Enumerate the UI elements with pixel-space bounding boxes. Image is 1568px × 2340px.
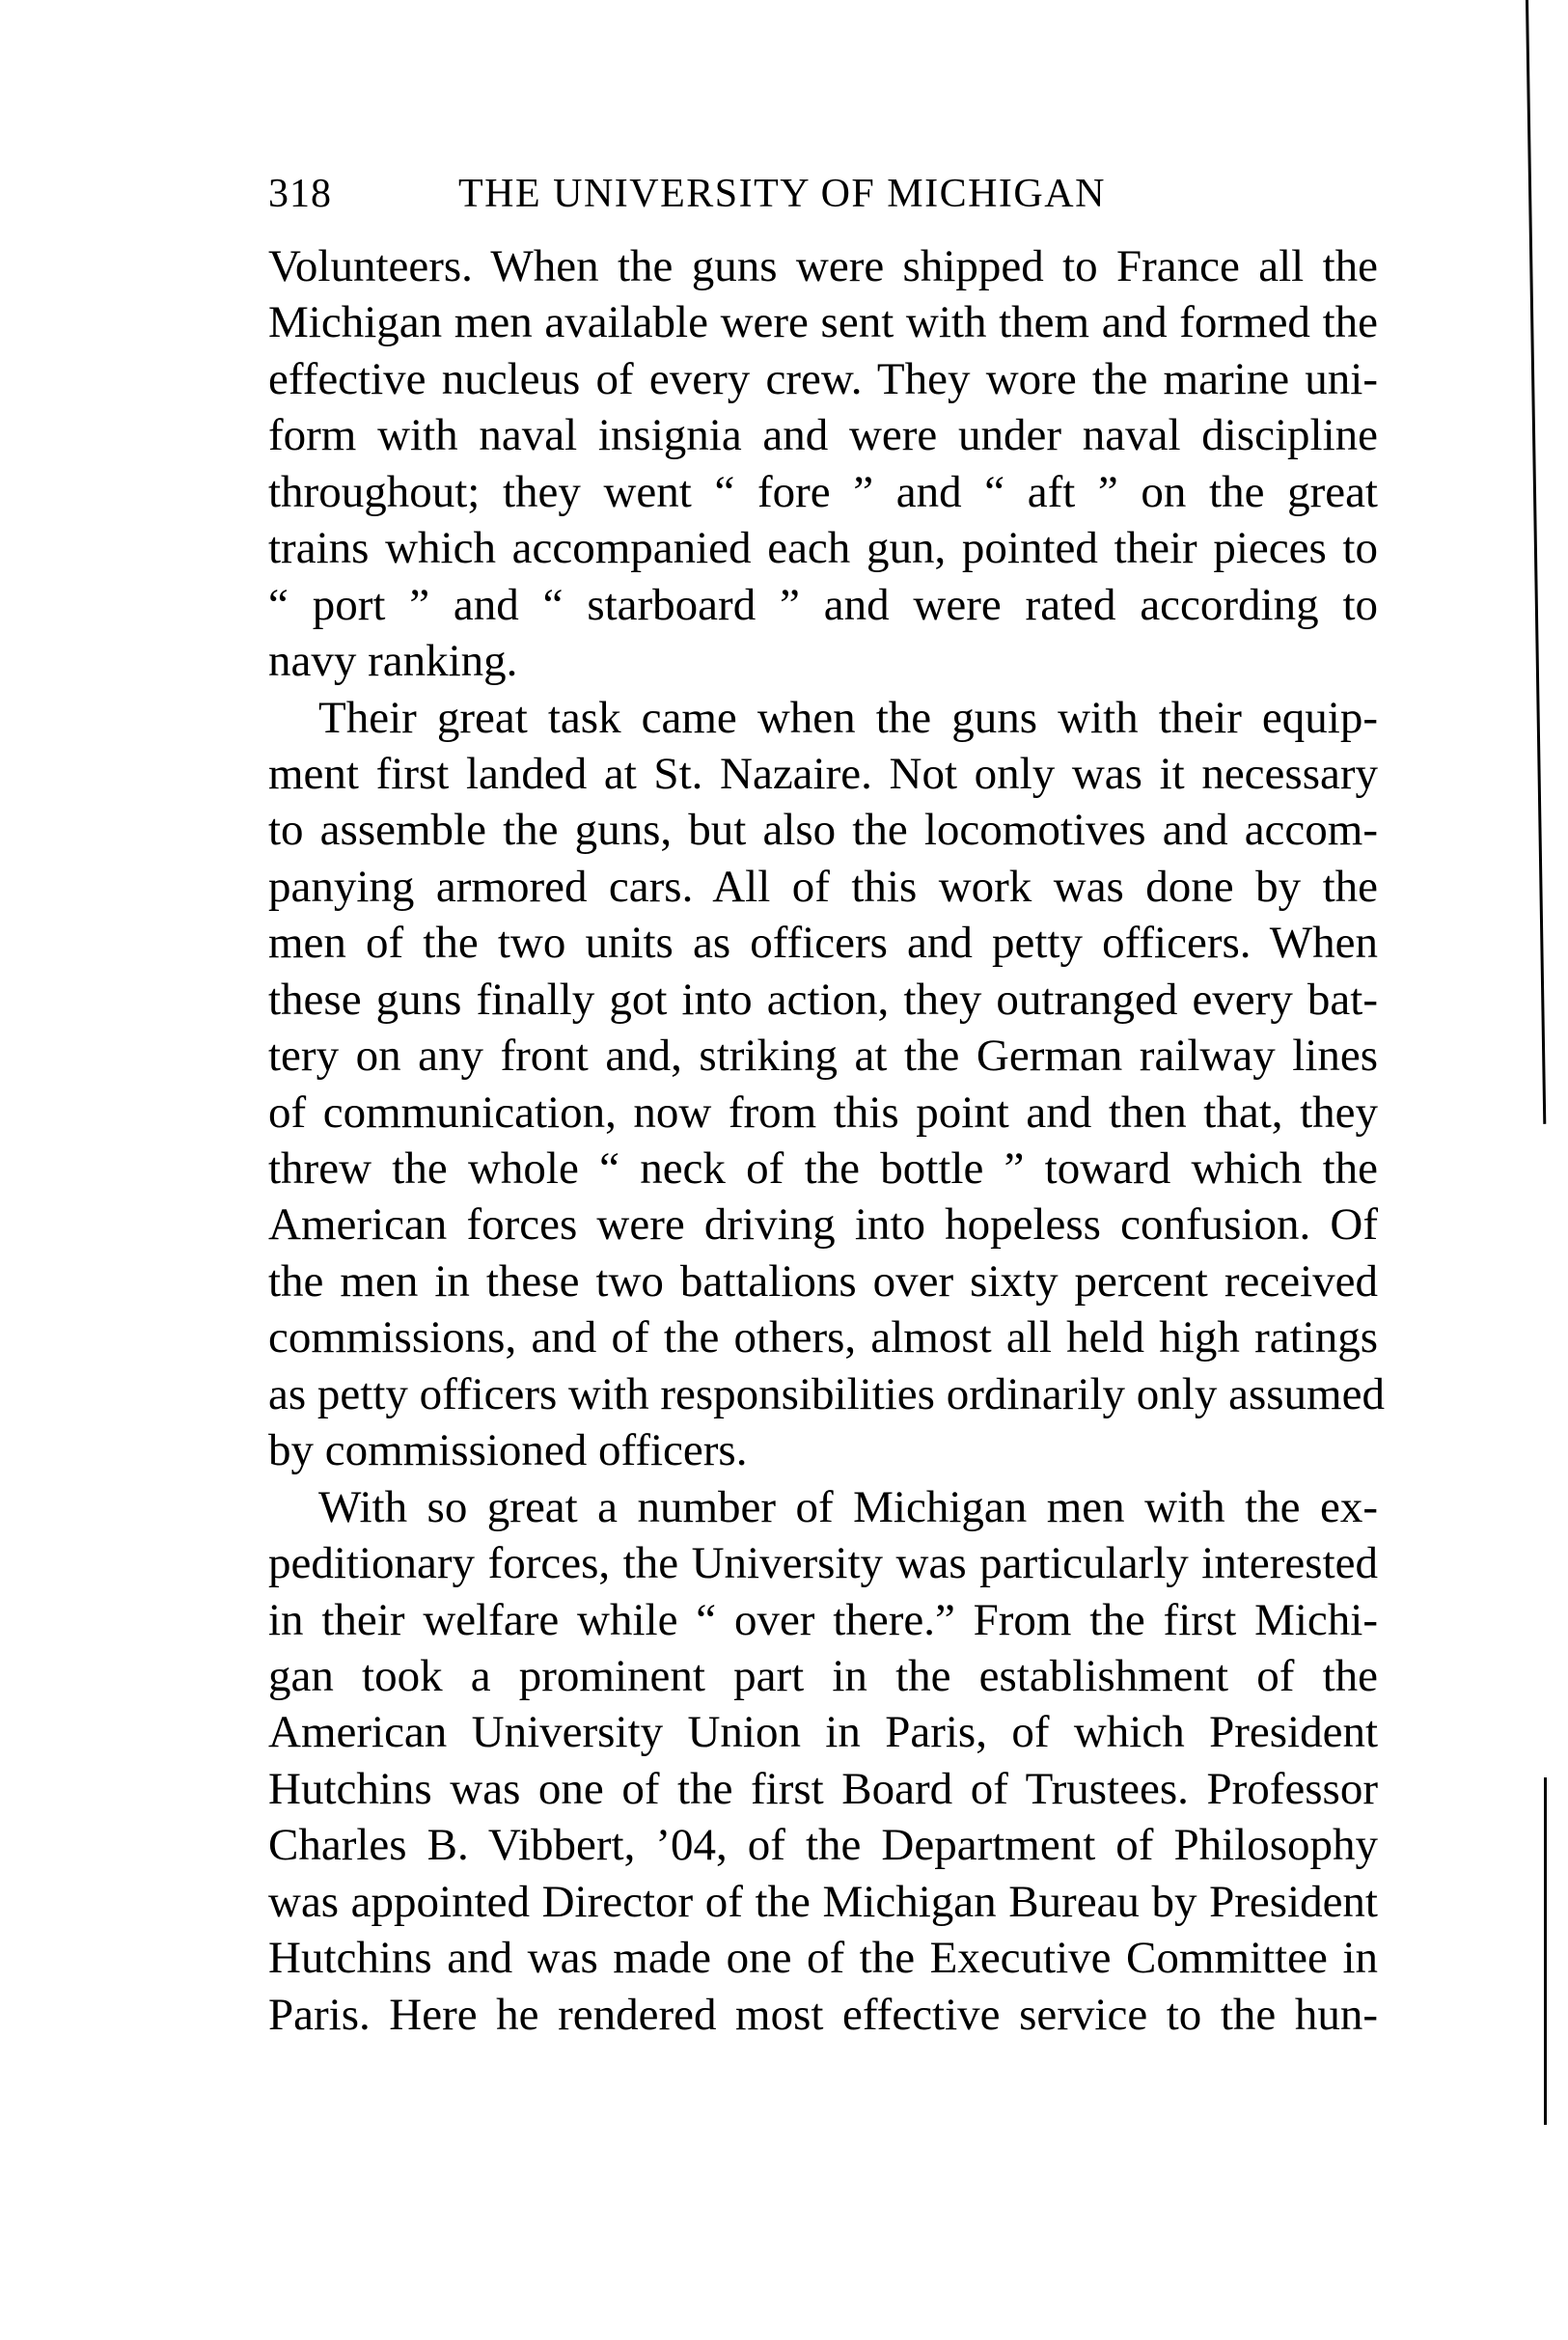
text-line: trains which accompanied each gun, pointed their pieces to	[268, 523, 1378, 574]
text-line: With so great a number of Michigan men with the ex-	[318, 1481, 1378, 1532]
running-title: THE UNIVERSITY OF MICHIGAN	[458, 172, 1106, 216]
page-edge-line	[1544, 1777, 1547, 2125]
text-line: “ port ” and “ starboard ” and were rated according to	[268, 579, 1378, 630]
text-line: Hutchins was one of the first Board of Trustees. Professor	[268, 1763, 1378, 1814]
text-line: peditionary forces, the University was particularly interested	[268, 1538, 1378, 1589]
text-line: Their great task came when the guns with their equip-	[318, 692, 1378, 743]
paragraph	[268, 1479, 1378, 2043]
text-line: Hutchins and was made one of the Executive Committee in	[268, 1933, 1378, 1984]
text-line: as petty officers with responsibilities ordinarily only assumed	[268, 1368, 1385, 1419]
text-line: by commissioned officers.	[268, 1425, 748, 1476]
body-text	[268, 238, 1385, 2043]
text-line: to assemble the guns, but also the locomotives and accom-	[268, 805, 1378, 856]
text-line: panying armored cars. All of this work was done by the	[268, 861, 1378, 912]
page-edge-line	[1526, 0, 1546, 1124]
text-line: ment first landed at St. Nazaire. Not only was it necessary	[268, 748, 1378, 799]
text-line: effective nucleus of every crew. They wore the marine uni-	[268, 353, 1378, 404]
text-line: tery on any front and, striking at the German railway lines	[268, 1031, 1378, 1082]
text-line: Paris. Here he rendered most effective service to the hun-	[268, 1989, 1378, 2040]
text-line: navy ranking.	[268, 636, 518, 687]
text-line: American University Union in Paris, of which President	[268, 1707, 1378, 1758]
text-line: men of the two units as officers and petty officers. When	[268, 918, 1378, 969]
page-number: 318	[268, 172, 332, 216]
text-line: commissions, and of the others, almost all held high ratings	[268, 1312, 1378, 1363]
text-line: Volunteers. When the guns were shipped to France all the	[268, 241, 1378, 291]
text-line: Charles B. Vibbert, ’04, of the Department of Philosophy	[268, 1820, 1378, 1871]
text-line: of communication, now from this point and then that, they	[268, 1087, 1378, 1138]
text-line: in their welfare while “ over there.” From the first Michi-	[268, 1594, 1378, 1645]
text-line: throughout; they went “ fore ” and “ aft ” on the great	[268, 466, 1378, 517]
text-line: Michigan men available were sent with them and formed the	[268, 297, 1378, 348]
text-line: threw the whole “ neck of the bottle ” toward which the	[268, 1143, 1378, 1194]
text-line: form with naval insignia and were under naval discipline	[268, 410, 1378, 461]
text-line: gan took a prominent part in the establishment of the	[268, 1650, 1378, 1701]
paragraph	[268, 238, 1378, 690]
text-line: the men in these two battalions over sixty percent received	[268, 1255, 1378, 1307]
running-head	[268, 170, 1378, 218]
text-line: was appointed Director of the Michigan Bureau by President	[268, 1876, 1378, 1927]
paragraph	[268, 690, 1385, 1479]
text-line: American forces were driving into hopeless confusion. Of	[268, 1199, 1378, 1251]
text-line: these guns finally got into action, they outranged every bat-	[268, 974, 1378, 1025]
